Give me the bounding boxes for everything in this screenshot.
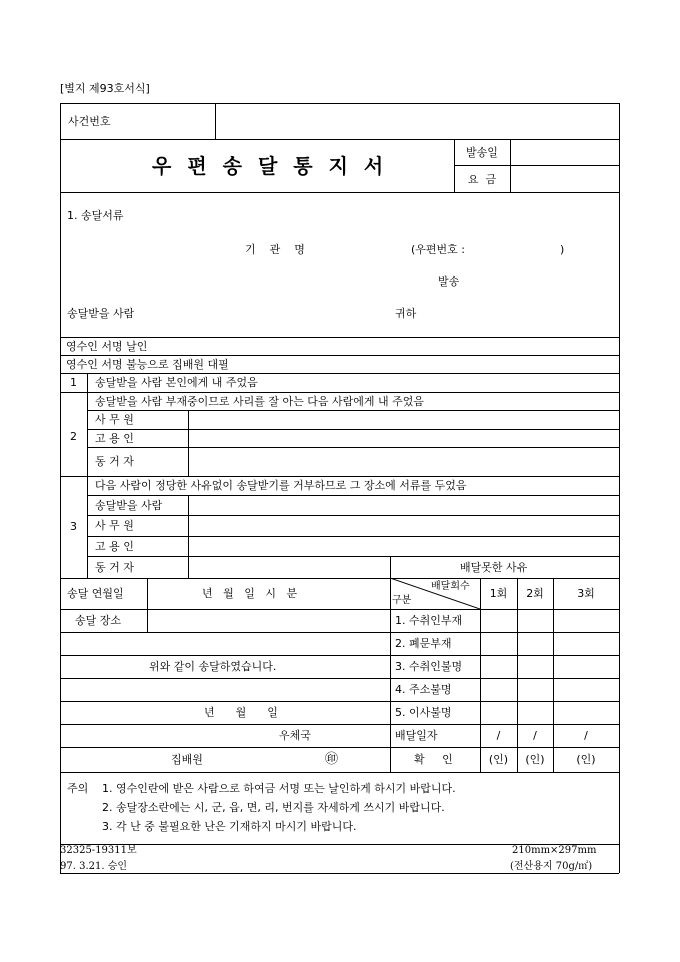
item-2-text: 송달받을 사람 부재중이므로 사리를 잘 아는 다음 사람에게 내 주었음 bbox=[95, 395, 424, 408]
undelivered-reason-header: 배달못한 사유 bbox=[460, 561, 528, 574]
reason-1: 1. 수취인부재 bbox=[395, 614, 463, 627]
footer-paper: (전산용지 70g/㎡) bbox=[510, 861, 593, 872]
confirm-label: 확 인 bbox=[414, 753, 453, 766]
round-2-header: 2회 bbox=[526, 587, 544, 600]
round-1-header: 1회 bbox=[489, 587, 508, 600]
note-3: 3. 각 난 중 불필요한 난은 기재하지 마시기 바랍니다. bbox=[102, 820, 357, 833]
send-date-label: 발송일 bbox=[466, 146, 498, 159]
footer-approval: 97. 3.21. 승인 bbox=[60, 861, 128, 872]
send-date-field[interactable] bbox=[511, 140, 618, 164]
agency-label: 기 관 명 bbox=[245, 243, 305, 256]
confirm-seal-1: (인) bbox=[488, 753, 509, 766]
fee-label: 요 금 bbox=[467, 173, 497, 186]
item-2-clerk: 사 무 원 bbox=[95, 413, 134, 426]
diag-top-label: 배달회수 bbox=[431, 581, 470, 592]
delivery-date-label: 배달일자 bbox=[395, 729, 438, 742]
footer-size: 210mm×297mm bbox=[512, 845, 597, 856]
page-title: 우편송달통지서 bbox=[152, 154, 400, 178]
delivery-date-slash-3: / bbox=[584, 729, 588, 742]
carrier-label: 집배원 bbox=[171, 753, 203, 766]
form-reference: [별지 제93호서식] bbox=[60, 82, 150, 95]
delivery-datetime-label: 송달 연월일 bbox=[67, 587, 124, 600]
item-2-number: 2 bbox=[70, 430, 77, 443]
case-number-label: 사건번호 bbox=[68, 115, 111, 128]
delivery-date-slash-1: / bbox=[496, 729, 501, 742]
delivery-place-label: 송달 장소 bbox=[75, 614, 122, 627]
case-number-field[interactable] bbox=[216, 104, 618, 138]
round-3-header: 3회 bbox=[577, 587, 595, 600]
item-3-number: 3 bbox=[70, 520, 77, 533]
item-3-text: 다음 사람이 정당한 사유없이 송달받기를 거부하므로 그 장소에 서류를 두었음 bbox=[95, 479, 467, 492]
diag-bottom-label: 구분 bbox=[392, 595, 412, 606]
item-2-employee: 고 용 인 bbox=[95, 432, 134, 445]
date-units: 년 월 일 bbox=[204, 706, 278, 719]
statement: 위와 같이 송달하였습니다. bbox=[149, 660, 277, 673]
item-3-clerk: 사 무 원 bbox=[95, 519, 134, 532]
reason-3: 3. 수취인불명 bbox=[395, 660, 463, 673]
datetime-units: 년 월 일 시 분 bbox=[202, 587, 298, 600]
seal-mark: ㊞ bbox=[325, 752, 339, 767]
item-1-text: 송달받을 사람 본인에게 내 주었음 bbox=[95, 376, 258, 389]
delivery-date-slash-2: / bbox=[533, 729, 537, 742]
item-2-cohabitant: 동 거 자 bbox=[95, 455, 134, 468]
item-3-recipient: 송달받을 사람 bbox=[95, 499, 163, 512]
note-1: 1. 영수인란에 받은 사람으로 하여금 서명 또는 날인하게 하시기 바랍니다. bbox=[102, 782, 456, 795]
delivery-place-field[interactable] bbox=[148, 610, 389, 631]
item-3-cohabitant: 동 거 자 bbox=[95, 561, 134, 574]
footer-code: 32325-19311보 bbox=[60, 845, 137, 856]
recipient-label: 송달받을 사람 bbox=[67, 307, 135, 320]
note-2: 2. 송달장소란에는 시, 군, 읍, 면, 리, 번지를 자세하게 쓰시기 바랍니다. bbox=[102, 801, 445, 814]
reason-4: 4. 주소불명 bbox=[395, 683, 452, 696]
postal-code-label: (우편번호 : bbox=[411, 243, 465, 256]
receipt-sign-label: 영수인 서명 날인 bbox=[66, 340, 148, 353]
confirm-seal-2: (인) bbox=[525, 753, 545, 766]
fee-field[interactable] bbox=[511, 166, 618, 191]
receipt-proxy-label: 영수인 서명 불능으로 집배원 대필 bbox=[66, 358, 229, 371]
item-1-number: 1 bbox=[70, 376, 77, 389]
section1-label: 1. 송달서류 bbox=[67, 209, 124, 222]
confirm-seal-3: (인) bbox=[576, 753, 596, 766]
sent-label: 발송 bbox=[438, 275, 460, 288]
honorific: 귀하 bbox=[395, 307, 417, 320]
item-3-employee: 고 용 인 bbox=[95, 540, 134, 553]
reason-5: 5. 이사불명 bbox=[395, 706, 452, 719]
notes-prefix: 주의 bbox=[67, 782, 89, 795]
reason-2: 2. 폐문부재 bbox=[395, 637, 452, 650]
postal-code-close: ) bbox=[560, 243, 565, 256]
post-office-label: 우체국 bbox=[279, 729, 311, 742]
